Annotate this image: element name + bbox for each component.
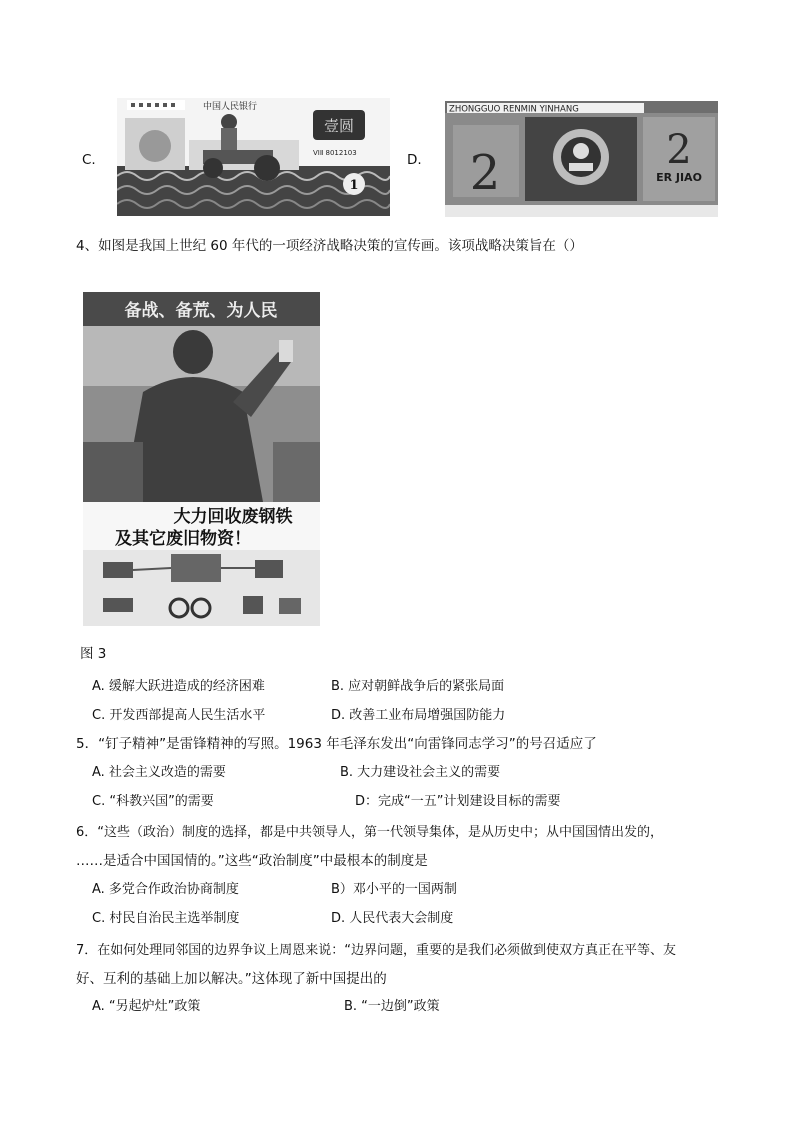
q6-option-c[interactable]: C. 村民自治民主选举制度 xyxy=(92,911,240,926)
banknote-one-yuan-image xyxy=(117,98,390,216)
q4-option-c[interactable]: C. 开发西部提高人民生活水平 xyxy=(92,708,266,723)
question-6-stem-line-2: ……是适合中国国情的。”这些“政治制度”中最根本的制度是 xyxy=(76,853,428,869)
q7-option-a[interactable]: A. “另起炉灶”政策 xyxy=(92,999,201,1014)
poster-slogan-line-1: 大力回收废钢铁 xyxy=(173,507,293,527)
q6-option-a[interactable]: A. 多党合作政治协商制度 xyxy=(92,882,239,897)
note-d-roman: ER JIAO xyxy=(656,171,702,184)
note-c-serial: VIⅡ 8012103 xyxy=(313,149,357,157)
q6-option-b[interactable]: B）邓小平的一国两制 xyxy=(331,882,457,897)
note-c-value: 壹圆 xyxy=(323,117,355,135)
q4-option-d[interactable]: D. 改善工业布局增强国防能力 xyxy=(331,708,506,723)
option-c-label: C. xyxy=(82,152,96,168)
q4-option-b[interactable]: B. 应对朝鲜战争后的紧张局面 xyxy=(331,679,505,694)
question-6-stem-line-1: 6．“这些（政治）制度的选择，都是中共领导人，第一代领导集体，是从历史中；从中国国情出发的， xyxy=(76,825,664,840)
poster-slogan-line-2: 及其它废旧物资！ xyxy=(115,529,251,549)
propaganda-poster-image xyxy=(83,292,320,626)
figure-3-caption: 图 3 xyxy=(80,646,107,662)
note-d-numeral-right: 2 xyxy=(666,127,692,173)
poster-title: 备战、备荒、为人民 xyxy=(124,301,278,321)
question-4-stem: 4、如图是我国上世纪 60 年代的一项经济战略决策的宣传画。该项战略决策旨在（） xyxy=(76,238,583,254)
note-c-caption: 中国人民银行 xyxy=(203,102,258,112)
option-d-label: D. xyxy=(407,152,422,168)
q5-option-c[interactable]: C. “科教兴国”的需要 xyxy=(92,794,214,809)
note-c-numeral: 1 xyxy=(349,178,359,193)
q5-option-a[interactable]: A. 社会主义改造的需要 xyxy=(92,765,226,780)
note-d-numeral-left: 2 xyxy=(469,145,501,201)
q5-option-b[interactable]: B. 大力建设社会主义的需要 xyxy=(340,765,501,780)
question-5-stem: 5．“钉子精神”是雷锋精神的写照。1963 年毛泽东发出“向雷锋同志学习”的号召适应了 xyxy=(76,736,597,752)
q7-option-b[interactable]: B. “一边倒”政策 xyxy=(344,999,440,1014)
q5-option-d[interactable]: D：完成“一五”计划建设目标的需要 xyxy=(355,794,561,809)
q4-option-a[interactable]: A. 缓解大跃进造成的经济困难 xyxy=(92,679,265,694)
question-7-stem-line-2: 好、互利的基础上加以解决。”这体现了新中国提出的 xyxy=(76,971,387,987)
q6-option-d[interactable]: D. 人民代表大会制度 xyxy=(331,911,454,926)
question-7-stem-line-1: 7．在如何处理同邻国的边界争议上周恩来说：“边界问题，重要的是我们必须做到使双方真正在平等、友 xyxy=(76,943,677,958)
note-d-caption: ZHONGGUO RENMIN YINHANG xyxy=(449,104,579,115)
banknote-two-jiao-image xyxy=(445,101,718,217)
